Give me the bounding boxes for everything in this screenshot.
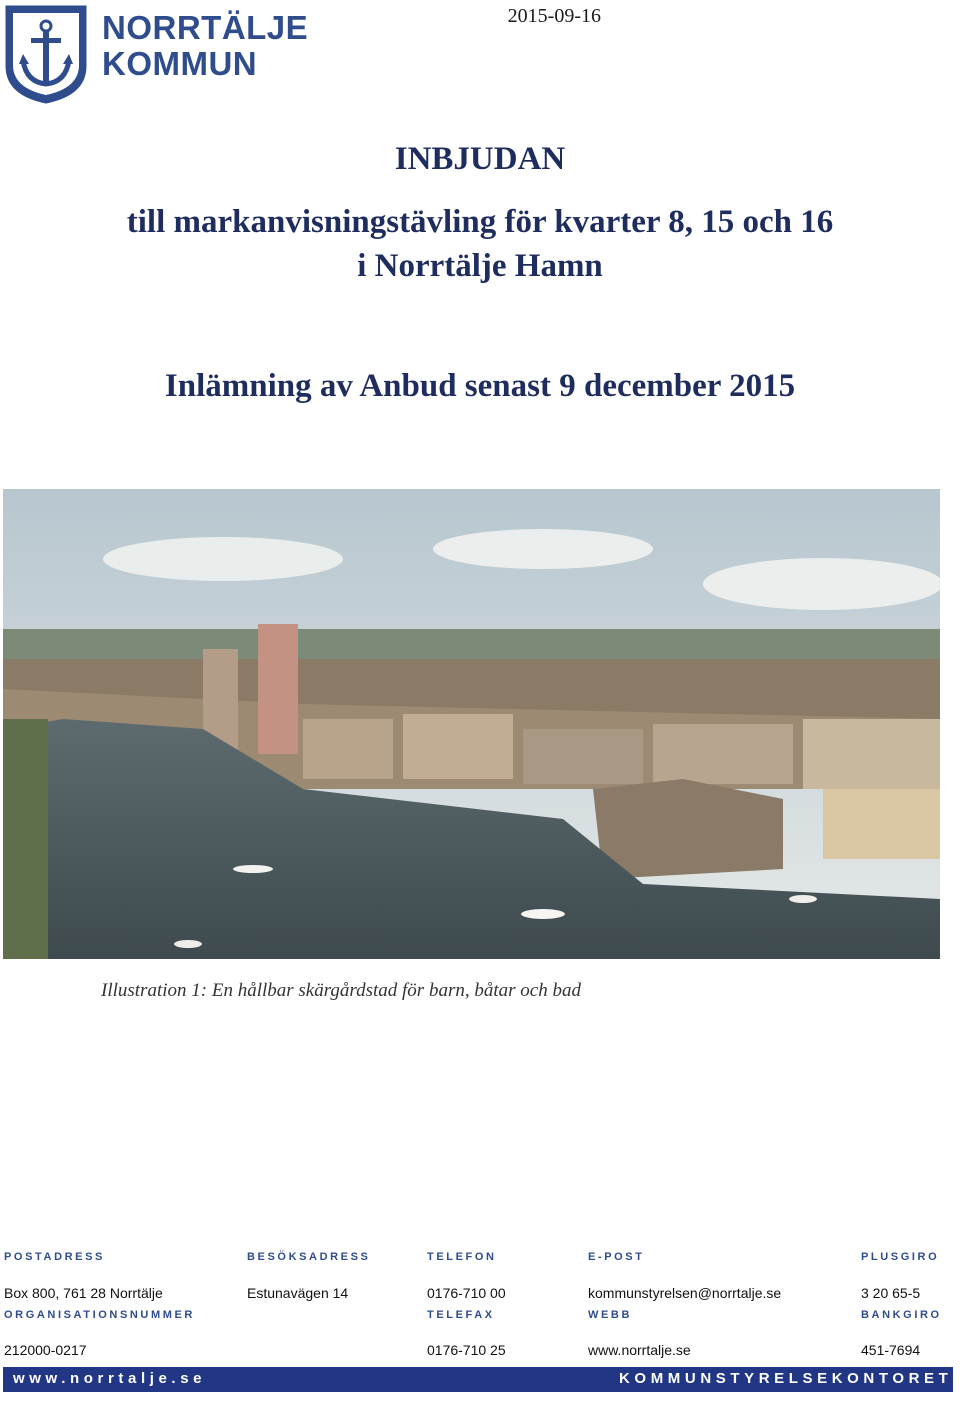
- logo-line-1: NORRTÄLJE: [102, 9, 309, 46]
- orgnr-label: ORGANISATIONSNUMMER: [4, 1309, 195, 1321]
- document-date: 2015-09-16: [507, 5, 601, 27]
- harbor-illustration: [3, 489, 940, 959]
- postadress-value: Box 800, 761 28 Norrtälje: [4, 1285, 163, 1301]
- logo-line-2: KOMMUN: [102, 45, 258, 82]
- plusgiro-value: 3 20 65-5: [861, 1285, 921, 1301]
- epost-value[interactable]: kommunstyrelsen@norrtalje.se: [588, 1285, 782, 1301]
- footer-bar-office: KOMMUNSTYRELSEKONTORET: [619, 1370, 953, 1387]
- webb-label: WEBB: [588, 1309, 633, 1321]
- epost-label: E-POST: [588, 1251, 645, 1263]
- telefon-label: TELEFON: [427, 1251, 497, 1263]
- footer-bar: [3, 1367, 953, 1392]
- telefon-value: 0176-710 00: [427, 1285, 506, 1301]
- heading: INBJUDAN: [394, 141, 566, 177]
- besoksadress-label: BESÖKSADRESS: [247, 1251, 371, 1263]
- municipality-logo: [4, 4, 309, 104]
- bankgiro-value: 451-7694: [861, 1342, 921, 1358]
- subtitle-line-2: i Norrtälje Hamn: [357, 248, 603, 284]
- deadline: Inlämning av Anbud senast 9 december 2015: [164, 368, 796, 404]
- subtitle-line-1: till markanvisningstävling för kvarter 8, 15 och 16: [126, 204, 834, 240]
- anchor-shield-icon: [4, 4, 88, 104]
- illustration-caption: Illustration 1: En hållbar skärgårdstad för barn, båtar och bad: [101, 980, 581, 1001]
- orgnr-value: 212000-0217: [4, 1342, 87, 1358]
- telefax-value: 0176-710 25: [427, 1342, 506, 1358]
- telefax-label: TELEFAX: [427, 1309, 495, 1321]
- besoksadress-value: Estunavägen 14: [247, 1285, 349, 1301]
- webb-value[interactable]: www.norrtalje.se: [588, 1342, 691, 1358]
- postadress-label: POSTADRESS: [4, 1251, 105, 1263]
- subtitle: [0, 200, 960, 288]
- plusgiro-label: PLUSGIRO: [861, 1251, 940, 1263]
- bankgiro-label: BANKGIRO: [861, 1309, 942, 1321]
- footer-bar-website[interactable]: www.norrtalje.se: [13, 1370, 207, 1387]
